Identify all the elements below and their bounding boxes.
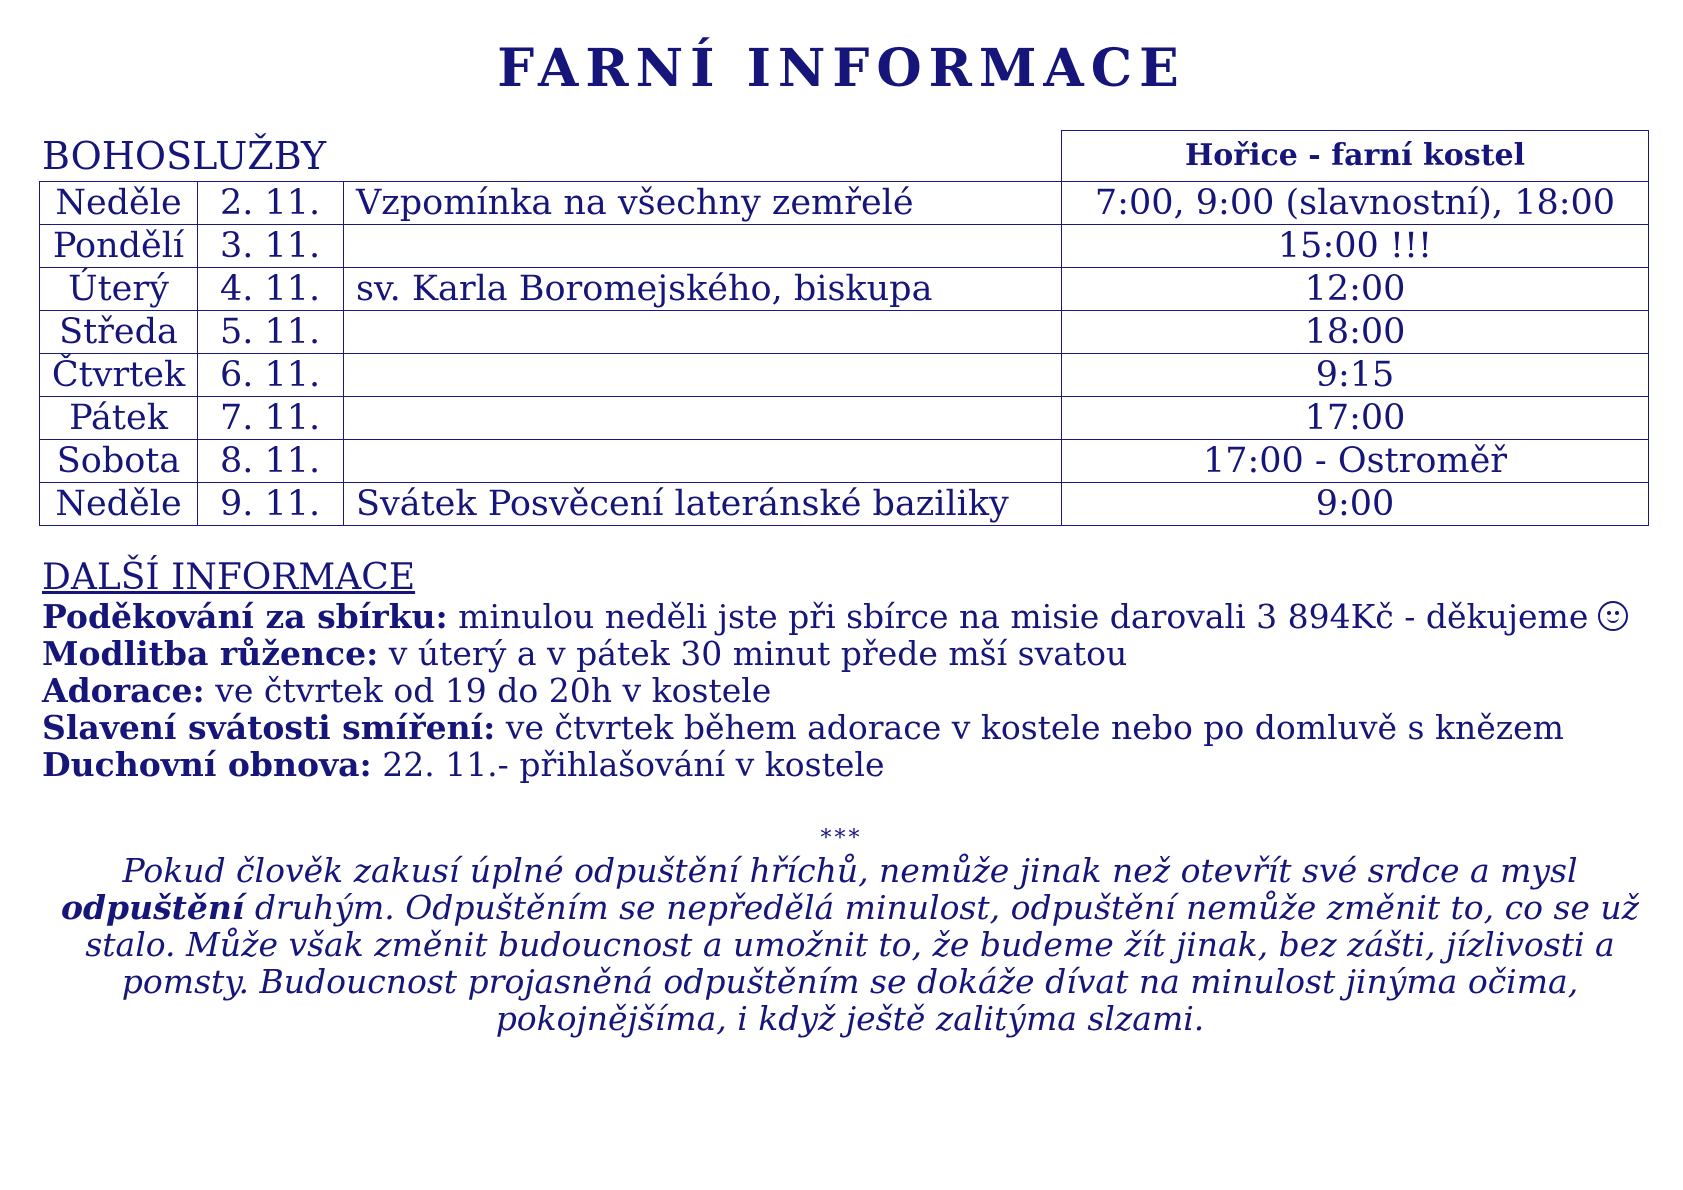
smiley-face-icon	[1598, 601, 1628, 631]
day-cell: Sobota	[40, 440, 198, 483]
event-cell: Svátek Posvěcení lateránské baziliky	[344, 483, 1062, 526]
table-header-spacer	[40, 131, 1062, 182]
info-item-rosary	[42, 635, 1642, 672]
info-item-retreat	[42, 746, 1642, 783]
reflection-quote	[60, 852, 1640, 1037]
table-row	[40, 354, 1649, 397]
section-separator: ***	[820, 826, 863, 851]
times-cell: 17:00 - Ostroměř	[1062, 440, 1649, 483]
table-header-row	[40, 131, 1649, 182]
event-cell: sv. Karla Boromejského, biskupa	[344, 268, 1062, 311]
day-cell: Neděle	[40, 483, 198, 526]
table-row	[40, 225, 1649, 268]
date-cell: 3. 11.	[198, 225, 344, 268]
info-item-label: Adorace:	[42, 671, 205, 710]
day-cell: Pondělí	[40, 225, 198, 268]
table-row	[40, 397, 1649, 440]
times-cell: 7:00, 9:00 (slavnostní), 18:00	[1062, 182, 1649, 225]
info-item-collection-thanks	[42, 598, 1642, 635]
info-item-text: ve čtvrtek během adorace v kostele nebo po domluvě s knězem	[495, 708, 1564, 747]
day-cell: Středa	[40, 311, 198, 354]
info-item-label: Poděkování za sbírku:	[42, 597, 448, 636]
date-cell: 8. 11.	[198, 440, 344, 483]
table-row	[40, 182, 1649, 225]
day-cell: Úterý	[40, 268, 198, 311]
additional-info	[42, 558, 1642, 783]
times-cell: 9:15	[1062, 354, 1649, 397]
times-cell: 17:00	[1062, 397, 1649, 440]
date-cell: 5. 11.	[198, 311, 344, 354]
event-cell: Vzpomínka na všechny zemřelé	[344, 182, 1062, 225]
info-item-text: v úterý a v pátek 30 minut přede mší svatou	[378, 634, 1128, 673]
times-cell: 18:00	[1062, 311, 1649, 354]
page-title: FARNÍ INFORMACE	[497, 38, 1186, 99]
info-item-adoration	[42, 672, 1642, 709]
info-heading: DALŠÍ INFORMACE	[42, 557, 416, 598]
event-cell	[344, 311, 1062, 354]
info-item-text: 22. 11.- přihlašování v kostele	[371, 745, 885, 784]
table-row	[40, 483, 1649, 526]
day-cell: Pátek	[40, 397, 198, 440]
info-item-confession	[42, 709, 1642, 746]
table-row	[40, 440, 1649, 483]
quote-text-part1: Pokud člověk zakusí úplné odpuštění hříchů, nemůže jinak než otevřít své srdce a mysl	[122, 851, 1578, 890]
info-item-text: ve čtvrtek od 19 do 20h v kostele	[204, 671, 772, 710]
church-header: Hořice - farní kostel	[1062, 131, 1649, 182]
quote-emphasis: odpuštění	[60, 888, 245, 927]
date-cell: 4. 11.	[198, 268, 344, 311]
date-cell: 6. 11.	[198, 354, 344, 397]
info-item-text: minulou neděli jste při sbírce na misie darovali 3 894Kč - děkujeme	[447, 597, 1589, 636]
info-item-label: Duchovní obnova:	[42, 745, 372, 784]
services-heading: BOHOSLUŽBY	[42, 134, 327, 178]
services-table	[39, 130, 1649, 526]
event-cell	[344, 354, 1062, 397]
times-cell: 15:00 !!!	[1062, 225, 1649, 268]
table-row	[40, 311, 1649, 354]
event-cell	[344, 225, 1062, 268]
times-cell: 12:00	[1062, 268, 1649, 311]
day-cell: Čtvrtek	[40, 354, 198, 397]
date-cell: 2. 11.	[198, 182, 344, 225]
quote-text-part2: druhým. Odpuštěním se nepředělá minulost, odpuštění nemůže změnit to, co se už stalo. Může však změnit budoucnost a umožnit to, že budeme žít jinak, bez zášti, jízlivosti a pomsty. Budoucnost projasněná odpuštěním se dokáže dívat na minulost jinýma očima, pokojnějšíma, i když ještě zalitýma slzami.	[85, 888, 1640, 1038]
times-cell: 9:00	[1062, 483, 1649, 526]
info-item-label: Slavení svátosti smíření:	[42, 708, 496, 747]
event-cell	[344, 397, 1062, 440]
date-cell: 9. 11.	[198, 483, 344, 526]
day-cell: Neděle	[40, 182, 198, 225]
info-item-label: Modlitba růžence:	[42, 634, 379, 673]
date-cell: 7. 11.	[198, 397, 344, 440]
table-row	[40, 268, 1649, 311]
event-cell	[344, 440, 1062, 483]
